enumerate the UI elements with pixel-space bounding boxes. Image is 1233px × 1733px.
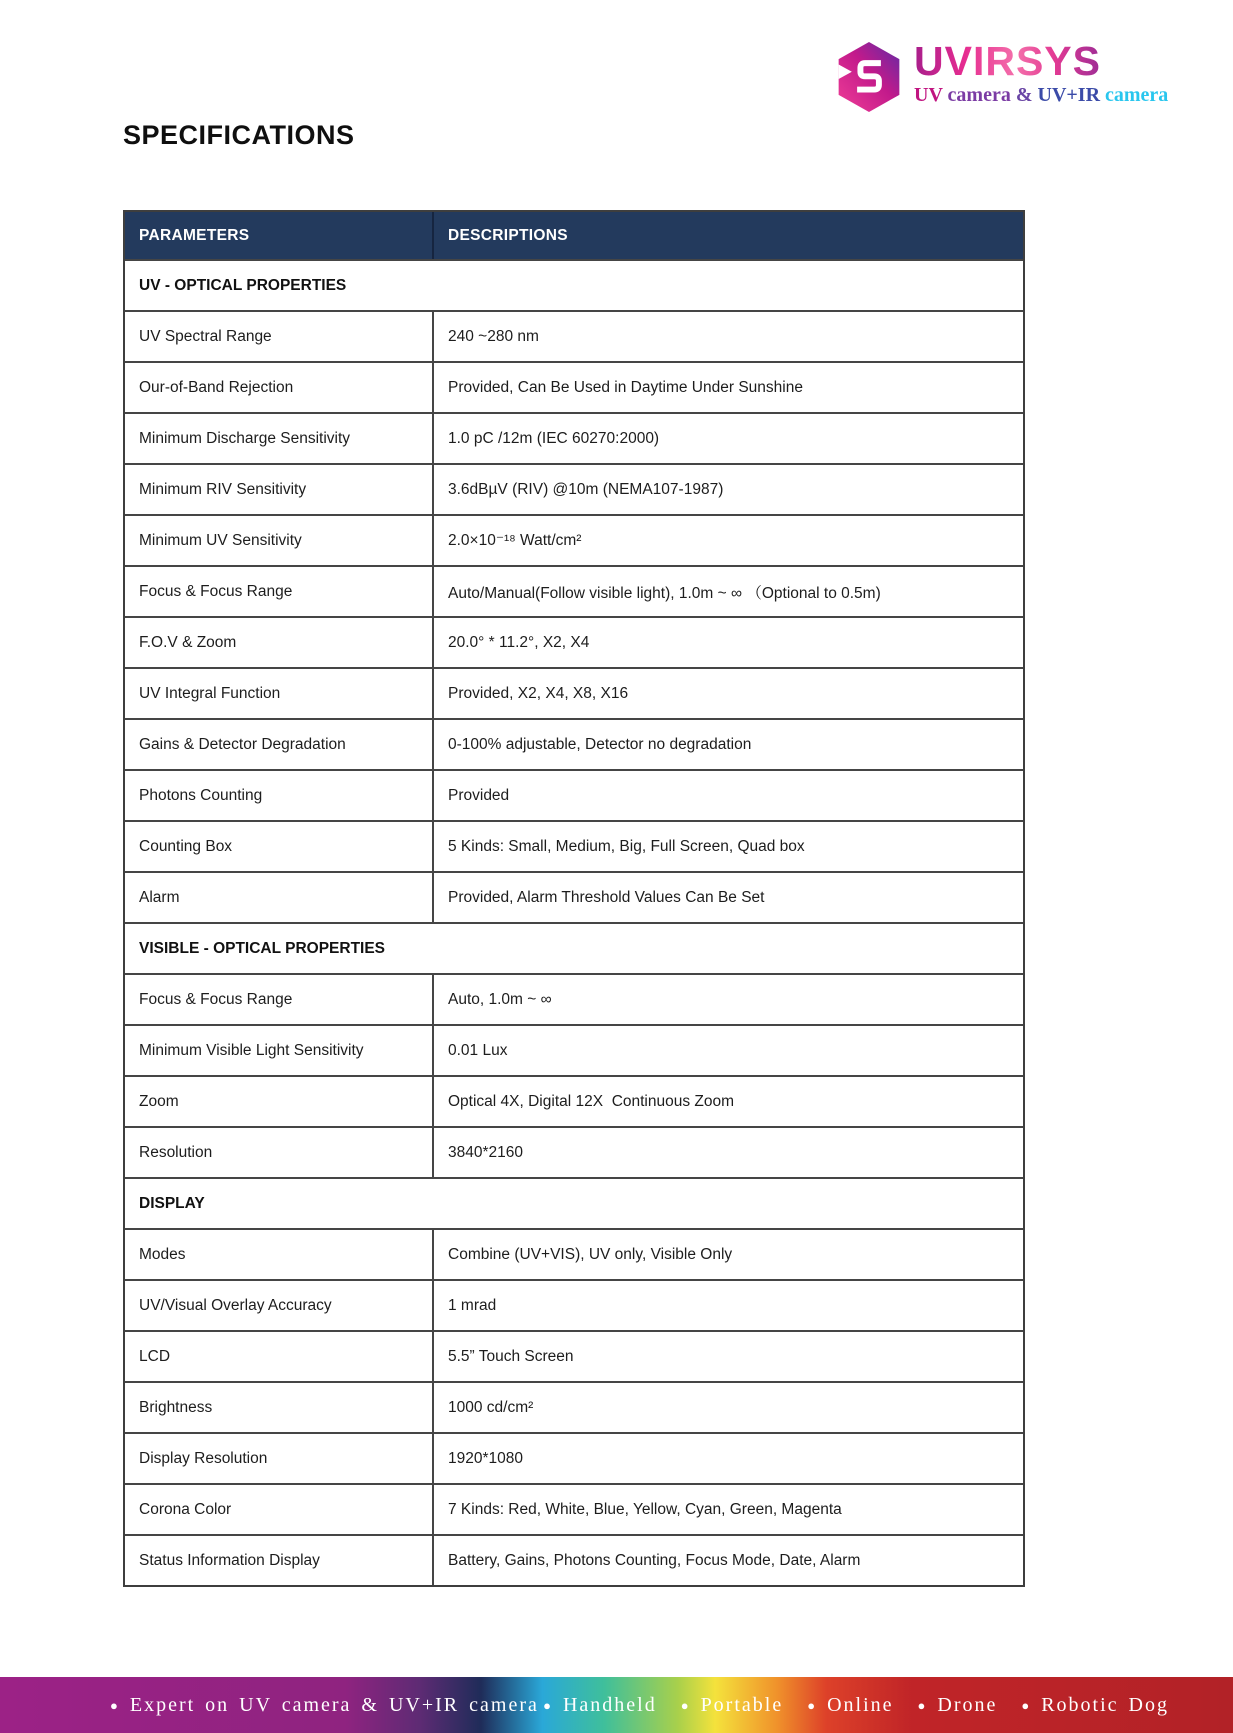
param-cell: Status Information Display <box>125 1536 434 1585</box>
footer-feature-item <box>1021 1694 1169 1717</box>
footer-feature-label: Robotic Dog <box>1041 1693 1169 1716</box>
param-cell: Our-of-Band Rejection <box>125 363 434 412</box>
table-row <box>125 514 1023 565</box>
table-row <box>125 412 1023 463</box>
tagline-part: camera <box>1105 84 1169 107</box>
param-cell: F.O.V & Zoom <box>125 618 434 667</box>
desc-cell: 3840*2160 <box>448 1143 523 1161</box>
spec-table-body <box>125 259 1023 1585</box>
table-row <box>125 565 1023 616</box>
table-row <box>125 718 1023 769</box>
param-cell: Display Resolution <box>125 1434 434 1483</box>
table-row <box>125 310 1023 361</box>
footer-feature-label: Online <box>827 1693 894 1716</box>
desc-cell: Optical 4X, Digital 12X Continuous Zoom <box>448 1092 735 1110</box>
desc-cell: Battery, Gains, Photons Counting, Focus Mode, Date, Alarm <box>448 1551 861 1569</box>
table-row <box>125 973 1023 1024</box>
desc-cell: 1 mrad <box>448 1296 497 1314</box>
param-cell: Photons Counting <box>125 771 434 820</box>
brand-wordmark: UVIRSYS <box>914 40 1168 83</box>
desc-cell: 3.6dBµV (RIV) @10m (NEMA107-1987) <box>448 480 724 498</box>
specifications-table <box>123 210 1025 1587</box>
bullet-icon: ● <box>543 1697 553 1713</box>
footer-feature-item <box>807 1694 893 1717</box>
section-header-row <box>125 259 1023 310</box>
brand-tagline <box>914 84 1168 107</box>
desc-cell: 2.0×10⁻¹⁸ Watt/cm² <box>448 532 582 549</box>
logo-text-block <box>914 40 1168 107</box>
param-cell: Gains & Detector Degradation <box>125 720 434 769</box>
table-header-row <box>125 212 1023 259</box>
param-cell: Minimum UV Sensitivity <box>125 516 434 565</box>
table-row <box>125 1024 1023 1075</box>
param-cell: Minimum Visible Light Sensitivity <box>125 1026 434 1075</box>
table-row <box>125 1075 1023 1126</box>
param-cell: LCD <box>125 1332 434 1381</box>
bullet-icon: ● <box>1021 1697 1032 1713</box>
bullet-icon: ● <box>110 1697 120 1713</box>
bullet-icon: ● <box>680 1697 691 1713</box>
desc-cell: Auto/Manual(Follow visible light), 1.0m ~ ∞ （Optional to 0.5m) <box>448 584 881 602</box>
param-cell: Minimum Discharge Sensitivity <box>125 414 434 463</box>
table-row <box>125 1126 1023 1177</box>
column-header-descriptions: DESCRIPTIONS <box>448 226 568 244</box>
param-cell: UV Spectral Range <box>125 312 434 361</box>
footer-bar <box>0 1677 1233 1733</box>
footer-left-text: Expert on UV camera & UV+IR camera <box>129 1693 539 1716</box>
param-cell: Focus & Focus Range <box>125 975 434 1024</box>
footer-feature-item <box>918 1694 998 1717</box>
desc-cell: Combine (UV+VIS), UV only, Visible Only <box>448 1245 733 1263</box>
table-row <box>125 361 1023 412</box>
section-title: UV - OPTICAL PROPERTIES <box>139 276 347 294</box>
bullet-icon: ● <box>807 1697 818 1713</box>
table-row <box>125 1432 1023 1483</box>
hexagon-logo-icon <box>836 40 902 114</box>
tagline-part: UV+IR <box>1037 84 1106 107</box>
table-row <box>125 463 1023 514</box>
tagline-part: camera <box>947 84 1016 107</box>
bullet-icon: ● <box>917 1697 928 1713</box>
param-cell: Corona Color <box>125 1485 434 1534</box>
section-title: VISIBLE - OPTICAL PROPERTIES <box>139 939 386 957</box>
footer-feature-label: Handheld <box>562 1693 657 1716</box>
tagline-part: UV <box>914 84 948 107</box>
desc-cell: 7 Kinds: Red, White, Blue, Yellow, Cyan, Green, Magenta <box>448 1500 842 1518</box>
table-row <box>125 820 1023 871</box>
desc-cell: 5.5” Touch Screen <box>448 1347 574 1365</box>
footer-left-group <box>110 1694 539 1717</box>
param-cell: Focus & Focus Range <box>125 567 434 616</box>
desc-cell: Provided, Alarm Threshold Values Can Be Set <box>448 888 765 906</box>
brand-logo <box>836 40 1168 114</box>
param-cell: Brightness <box>125 1383 434 1432</box>
page-title: SPECIFICATIONS <box>123 120 355 150</box>
desc-cell: Provided, X2, X4, X8, X16 <box>448 684 629 702</box>
table-row <box>125 1228 1023 1279</box>
table-row <box>125 616 1023 667</box>
desc-cell: 0-100% adjustable, Detector no degradation <box>448 735 752 753</box>
param-cell: UV Integral Function <box>125 669 434 718</box>
desc-cell: 0.01 Lux <box>448 1041 508 1059</box>
param-cell: Alarm <box>125 873 434 922</box>
desc-cell: 5 Kinds: Small, Medium, Big, Full Screen, Quad box <box>448 837 805 855</box>
footer-feature-item <box>543 1694 657 1717</box>
table-row <box>125 1483 1023 1534</box>
footer-feature-label: Drone <box>937 1693 998 1716</box>
table-row <box>125 1381 1023 1432</box>
table-row <box>125 1279 1023 1330</box>
table-row <box>125 1534 1023 1585</box>
table-row <box>125 667 1023 718</box>
footer-left-item <box>110 1694 539 1717</box>
footer-right-group <box>543 1694 1169 1717</box>
param-cell: Minimum RIV Sensitivity <box>125 465 434 514</box>
section-header-row <box>125 1177 1023 1228</box>
desc-cell: 1.0 pC /12m (IEC 60270:2000) <box>448 429 660 447</box>
tagline-part: & <box>1015 84 1038 107</box>
footer-feature-item <box>681 1694 784 1717</box>
desc-cell: Provided <box>448 786 510 804</box>
desc-cell: 1000 cd/cm² <box>448 1398 534 1416</box>
desc-cell: Auto, 1.0m ~ ∞ <box>448 990 552 1008</box>
section-header-row <box>125 922 1023 973</box>
column-header-parameters: PARAMETERS <box>125 212 434 259</box>
table-row <box>125 1330 1023 1381</box>
param-cell: Resolution <box>125 1128 434 1177</box>
desc-cell: 240 ~280 nm <box>448 327 539 345</box>
desc-cell: 1920*1080 <box>448 1449 523 1467</box>
param-cell: UV/Visual Overlay Accuracy <box>125 1281 434 1330</box>
desc-cell: Provided, Can Be Used in Daytime Under Sunshine <box>448 378 803 396</box>
param-cell: Counting Box <box>125 822 434 871</box>
table-row <box>125 871 1023 922</box>
table-row <box>125 769 1023 820</box>
section-title: DISPLAY <box>139 1194 205 1212</box>
footer-feature-label: Portable <box>700 1693 784 1716</box>
desc-cell: 20.0° * 11.2°, X2, X4 <box>448 633 590 651</box>
param-cell: Zoom <box>125 1077 434 1126</box>
param-cell: Modes <box>125 1230 434 1279</box>
